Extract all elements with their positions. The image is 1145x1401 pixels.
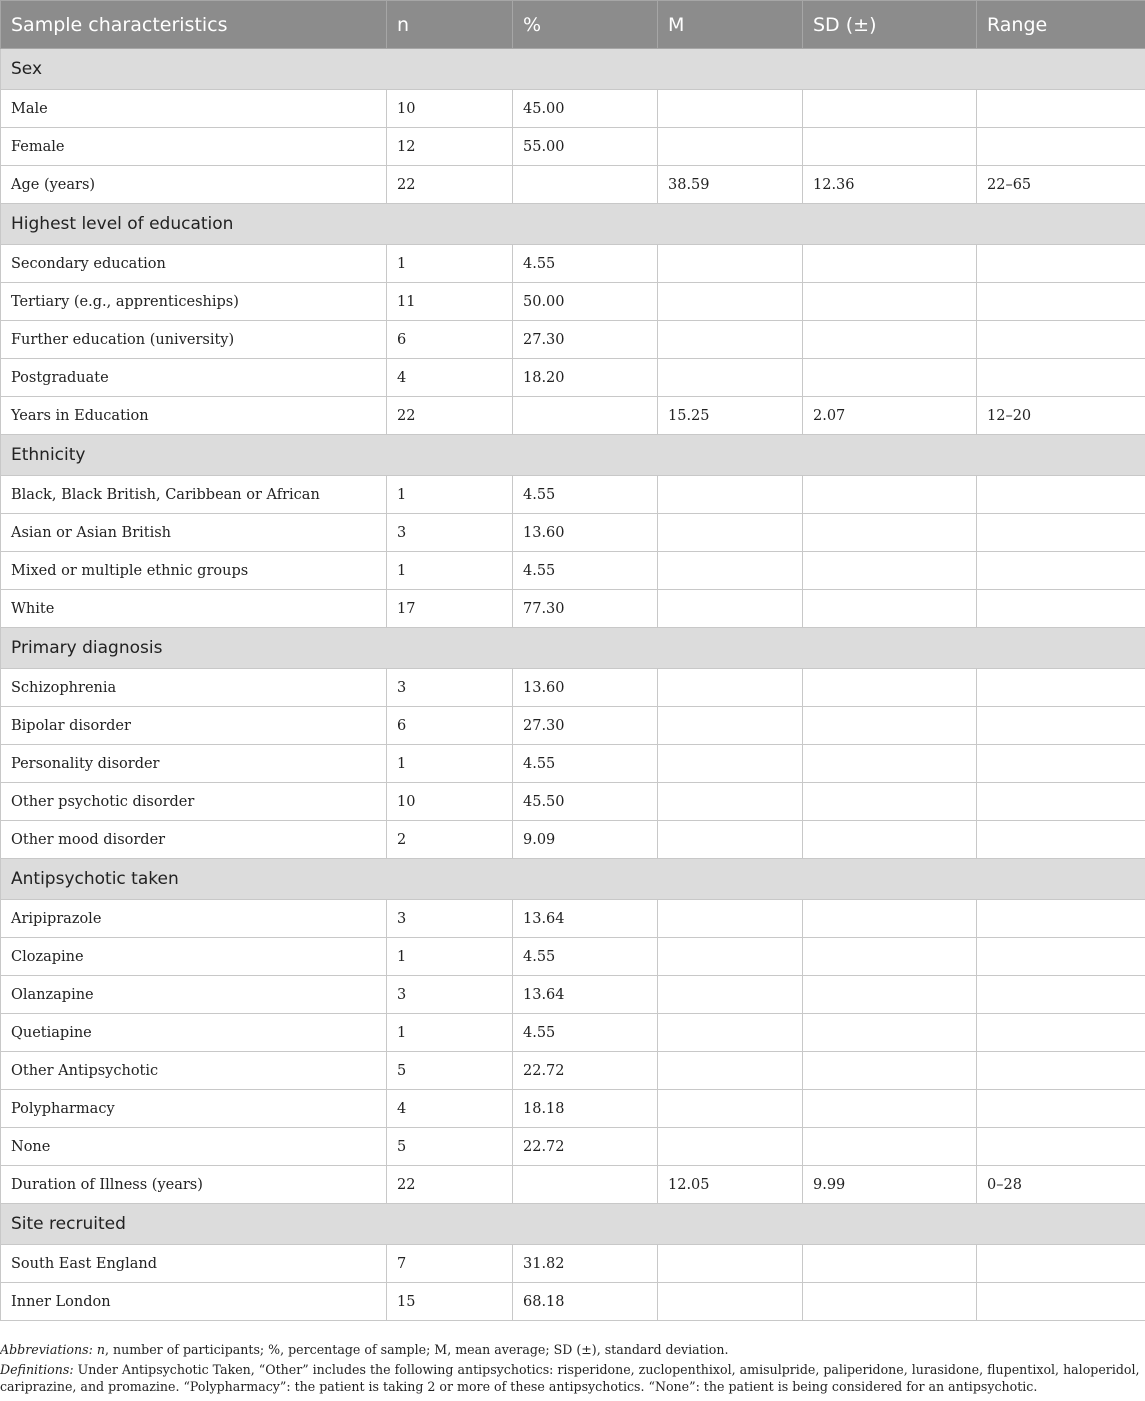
table-cell: 50.00 [513, 283, 658, 321]
section-title: Antipsychotic taken [1, 859, 1145, 900]
table-cell: 22.72 [513, 1052, 658, 1090]
table-cell [977, 1090, 1145, 1128]
table-cell [977, 514, 1145, 552]
table-cell [658, 552, 803, 590]
table-cell [803, 976, 977, 1014]
table-row [1, 707, 1145, 745]
table-cell [803, 359, 977, 397]
table-cell: 12–20 [977, 397, 1145, 435]
section-row [1, 435, 1145, 476]
table-cell: 68.18 [513, 1283, 658, 1321]
table-cell [977, 976, 1145, 1014]
table-cell: 4 [387, 1090, 513, 1128]
table-cell [658, 1052, 803, 1090]
section-title: Site recruited [1, 1204, 1145, 1245]
table-row [1, 976, 1145, 1014]
table-cell [977, 669, 1145, 707]
abbreviations-text: , number of participants; %, percentage of sample; M, mean average; SD (±), standard deviation. [104, 1342, 729, 1357]
table-cell [803, 745, 977, 783]
table-row [1, 90, 1145, 128]
table-cell: 9.09 [513, 821, 658, 859]
table-cell [803, 900, 977, 938]
table-cell [977, 283, 1145, 321]
n-symbol: n [96, 1342, 105, 1357]
table-cell [977, 938, 1145, 976]
table-cell: 6 [387, 707, 513, 745]
column-header: % [513, 1, 658, 49]
table-header-row [1, 1, 1145, 49]
table-cell: 5 [387, 1052, 513, 1090]
table-cell [658, 669, 803, 707]
table-cell: 27.30 [513, 707, 658, 745]
table-cell [977, 1128, 1145, 1166]
table-row [1, 397, 1145, 435]
table-row [1, 745, 1145, 783]
table-cell: South East England [1, 1245, 387, 1283]
table-cell [658, 707, 803, 745]
table-cell [658, 821, 803, 859]
table-row [1, 1283, 1145, 1321]
table-row [1, 166, 1145, 204]
table-cell: Clozapine [1, 938, 387, 976]
table-cell [977, 1283, 1145, 1321]
table-cell: 3 [387, 976, 513, 1014]
table-row [1, 359, 1145, 397]
table-cell: 31.82 [513, 1245, 658, 1283]
table-cell [658, 514, 803, 552]
table-cell [977, 590, 1145, 628]
table-cell: 13.64 [513, 976, 658, 1014]
table-cell [977, 476, 1145, 514]
table-cell: Mixed or multiple ethnic groups [1, 552, 387, 590]
table-cell: 12 [387, 128, 513, 166]
table-cell: 0–28 [977, 1166, 1145, 1204]
table-cell: 3 [387, 669, 513, 707]
table-cell [803, 669, 977, 707]
table-cell [803, 1245, 977, 1283]
section-title: Sex [1, 49, 1145, 90]
table-cell: 2 [387, 821, 513, 859]
table-cell: 10 [387, 90, 513, 128]
table-cell: Inner London [1, 1283, 387, 1321]
table-cell: 4 [387, 359, 513, 397]
table-cell [658, 476, 803, 514]
table-cell: 15 [387, 1283, 513, 1321]
table-cell: 22 [387, 397, 513, 435]
table-cell [803, 128, 977, 166]
table-cell: 45.00 [513, 90, 658, 128]
table-cell: 22 [387, 1166, 513, 1204]
table-cell [977, 552, 1145, 590]
table-cell [977, 1014, 1145, 1052]
abbreviations-note [0, 1341, 1140, 1358]
table-cell [977, 900, 1145, 938]
table-cell: 1 [387, 745, 513, 783]
table-cell [803, 514, 977, 552]
table-row [1, 1090, 1145, 1128]
definitions-label: Definitions: [0, 1362, 74, 1377]
table-cell [658, 1090, 803, 1128]
table-body [1, 49, 1145, 1321]
table-cell: Olanzapine [1, 976, 387, 1014]
table-cell: 12.05 [658, 1166, 803, 1204]
section-row [1, 49, 1145, 90]
table-cell: 11 [387, 283, 513, 321]
table-cell [658, 590, 803, 628]
table-cell [803, 476, 977, 514]
table-cell: None [1, 1128, 387, 1166]
table-row [1, 1014, 1145, 1052]
table-cell: 18.18 [513, 1090, 658, 1128]
table-cell: 4.55 [513, 476, 658, 514]
table-cell: 38.59 [658, 166, 803, 204]
table-cell: 1 [387, 245, 513, 283]
table-cell [977, 1052, 1145, 1090]
table-cell [977, 783, 1145, 821]
table-cell: 6 [387, 321, 513, 359]
table-cell [977, 128, 1145, 166]
table-cell: Schizophrenia [1, 669, 387, 707]
table-cell: Bipolar disorder [1, 707, 387, 745]
table-cell [803, 321, 977, 359]
table-cell [803, 1283, 977, 1321]
table-cell: Polypharmacy [1, 1090, 387, 1128]
table-cell [977, 707, 1145, 745]
table-cell: 15.25 [658, 397, 803, 435]
table-cell [658, 128, 803, 166]
table-cell: 3 [387, 514, 513, 552]
table-row [1, 1245, 1145, 1283]
table-cell: Postgraduate [1, 359, 387, 397]
table-cell [658, 283, 803, 321]
table-cell [803, 821, 977, 859]
table-cell: Black, Black British, Caribbean or African [1, 476, 387, 514]
table-cell: 1 [387, 552, 513, 590]
column-header: SD (±) [803, 1, 977, 49]
table-cell [658, 900, 803, 938]
table-cell: 55.00 [513, 128, 658, 166]
table-cell: 27.30 [513, 321, 658, 359]
table-row [1, 321, 1145, 359]
table-cell: 22.72 [513, 1128, 658, 1166]
table-cell: Quetiapine [1, 1014, 387, 1052]
section-row [1, 859, 1145, 900]
table-cell: 9.99 [803, 1166, 977, 1204]
table-cell [803, 783, 977, 821]
table-cell: 12.36 [803, 166, 977, 204]
table-cell: 5 [387, 1128, 513, 1166]
table-cell [977, 321, 1145, 359]
table-cell [658, 1128, 803, 1166]
table-row [1, 900, 1145, 938]
table-cell: Male [1, 90, 387, 128]
column-header: n [387, 1, 513, 49]
table-cell: 45.50 [513, 783, 658, 821]
table-cell: Female [1, 128, 387, 166]
table-cell [803, 1128, 977, 1166]
section-row [1, 204, 1145, 245]
abbreviations-label: Abbreviations: [0, 1342, 93, 1357]
column-header: Sample characteristics [1, 1, 387, 49]
table-cell [658, 745, 803, 783]
table-cell [977, 1245, 1145, 1283]
table-cell: Duration of Illness (years) [1, 1166, 387, 1204]
table-cell: 22–65 [977, 166, 1145, 204]
table-cell: Age (years) [1, 166, 387, 204]
table-cell: Other psychotic disorder [1, 783, 387, 821]
table-row [1, 590, 1145, 628]
table-cell: 22 [387, 166, 513, 204]
table-cell [977, 745, 1145, 783]
table-footnotes [0, 1341, 1140, 1395]
table-cell: 17 [387, 590, 513, 628]
table-row [1, 245, 1145, 283]
section-title: Primary diagnosis [1, 628, 1145, 669]
table-cell [658, 321, 803, 359]
table-row [1, 514, 1145, 552]
table-cell: 2.07 [803, 397, 977, 435]
column-header: Range [977, 1, 1145, 49]
table-cell [803, 552, 977, 590]
table-cell: White [1, 590, 387, 628]
table-cell [513, 166, 658, 204]
table-row [1, 1166, 1145, 1204]
table-cell: 4.55 [513, 938, 658, 976]
table-row [1, 476, 1145, 514]
definitions-text: Under Antipsychotic Taken, “Other” includes the following antipsychotics: risperidone, zuclopenthixol, amisulpride, paliperidone, lurasidone, flupentixol, haloperidol, cariprazine, and promazine. “Polypharmacy”: the patient is taking 2 or more of these antipsychotics. “None”: the patient is being considered for an antipsychotic. [0, 1362, 1140, 1394]
section-title: Ethnicity [1, 435, 1145, 476]
table-cell [658, 1014, 803, 1052]
table-cell: Aripiprazole [1, 900, 387, 938]
table-cell: 4.55 [513, 1014, 658, 1052]
section-row [1, 628, 1145, 669]
table-cell: 18.20 [513, 359, 658, 397]
table-cell: 1 [387, 938, 513, 976]
table-row [1, 283, 1145, 321]
table-cell [803, 590, 977, 628]
table-cell: Further education (university) [1, 321, 387, 359]
table-cell [658, 245, 803, 283]
table-cell: Tertiary (e.g., apprenticeships) [1, 283, 387, 321]
table-cell [803, 1090, 977, 1128]
table-cell: 13.60 [513, 514, 658, 552]
table-cell [803, 938, 977, 976]
table-cell [658, 359, 803, 397]
definitions-note [0, 1361, 1140, 1395]
table-cell: 4.55 [513, 245, 658, 283]
table-row [1, 1128, 1145, 1166]
table-cell: 3 [387, 900, 513, 938]
table-cell: 7 [387, 1245, 513, 1283]
table-cell: 77.30 [513, 590, 658, 628]
table-row [1, 783, 1145, 821]
table-cell [658, 90, 803, 128]
table-row [1, 938, 1145, 976]
table-cell: 10 [387, 783, 513, 821]
table-cell [977, 245, 1145, 283]
table-cell: 1 [387, 476, 513, 514]
table-cell: Years in Education [1, 397, 387, 435]
table-row [1, 1052, 1145, 1090]
table-cell [803, 283, 977, 321]
table-cell [977, 821, 1145, 859]
column-header: M [658, 1, 803, 49]
table-cell: Other mood disorder [1, 821, 387, 859]
table-cell: Personality disorder [1, 745, 387, 783]
table-cell: 1 [387, 1014, 513, 1052]
table-cell [658, 938, 803, 976]
table-cell [658, 1283, 803, 1321]
table-cell: Secondary education [1, 245, 387, 283]
table-row [1, 821, 1145, 859]
table-cell [513, 1166, 658, 1204]
table-cell: 4.55 [513, 745, 658, 783]
table-cell [803, 1052, 977, 1090]
table-cell: Asian or Asian British [1, 514, 387, 552]
section-row [1, 1204, 1145, 1245]
table-row [1, 128, 1145, 166]
table-cell [658, 976, 803, 1014]
table-cell: Other Antipsychotic [1, 1052, 387, 1090]
table-cell: 13.60 [513, 669, 658, 707]
table-cell [658, 1245, 803, 1283]
table-cell [977, 359, 1145, 397]
table-cell [803, 707, 977, 745]
section-title: Highest level of education [1, 204, 1145, 245]
table-cell: 13.64 [513, 900, 658, 938]
table-cell [803, 90, 977, 128]
table-cell [803, 245, 977, 283]
table-cell [658, 783, 803, 821]
table-cell [513, 397, 658, 435]
table-cell [803, 1014, 977, 1052]
table-cell: 4.55 [513, 552, 658, 590]
table-row [1, 669, 1145, 707]
table-cell [977, 90, 1145, 128]
table-row [1, 552, 1145, 590]
